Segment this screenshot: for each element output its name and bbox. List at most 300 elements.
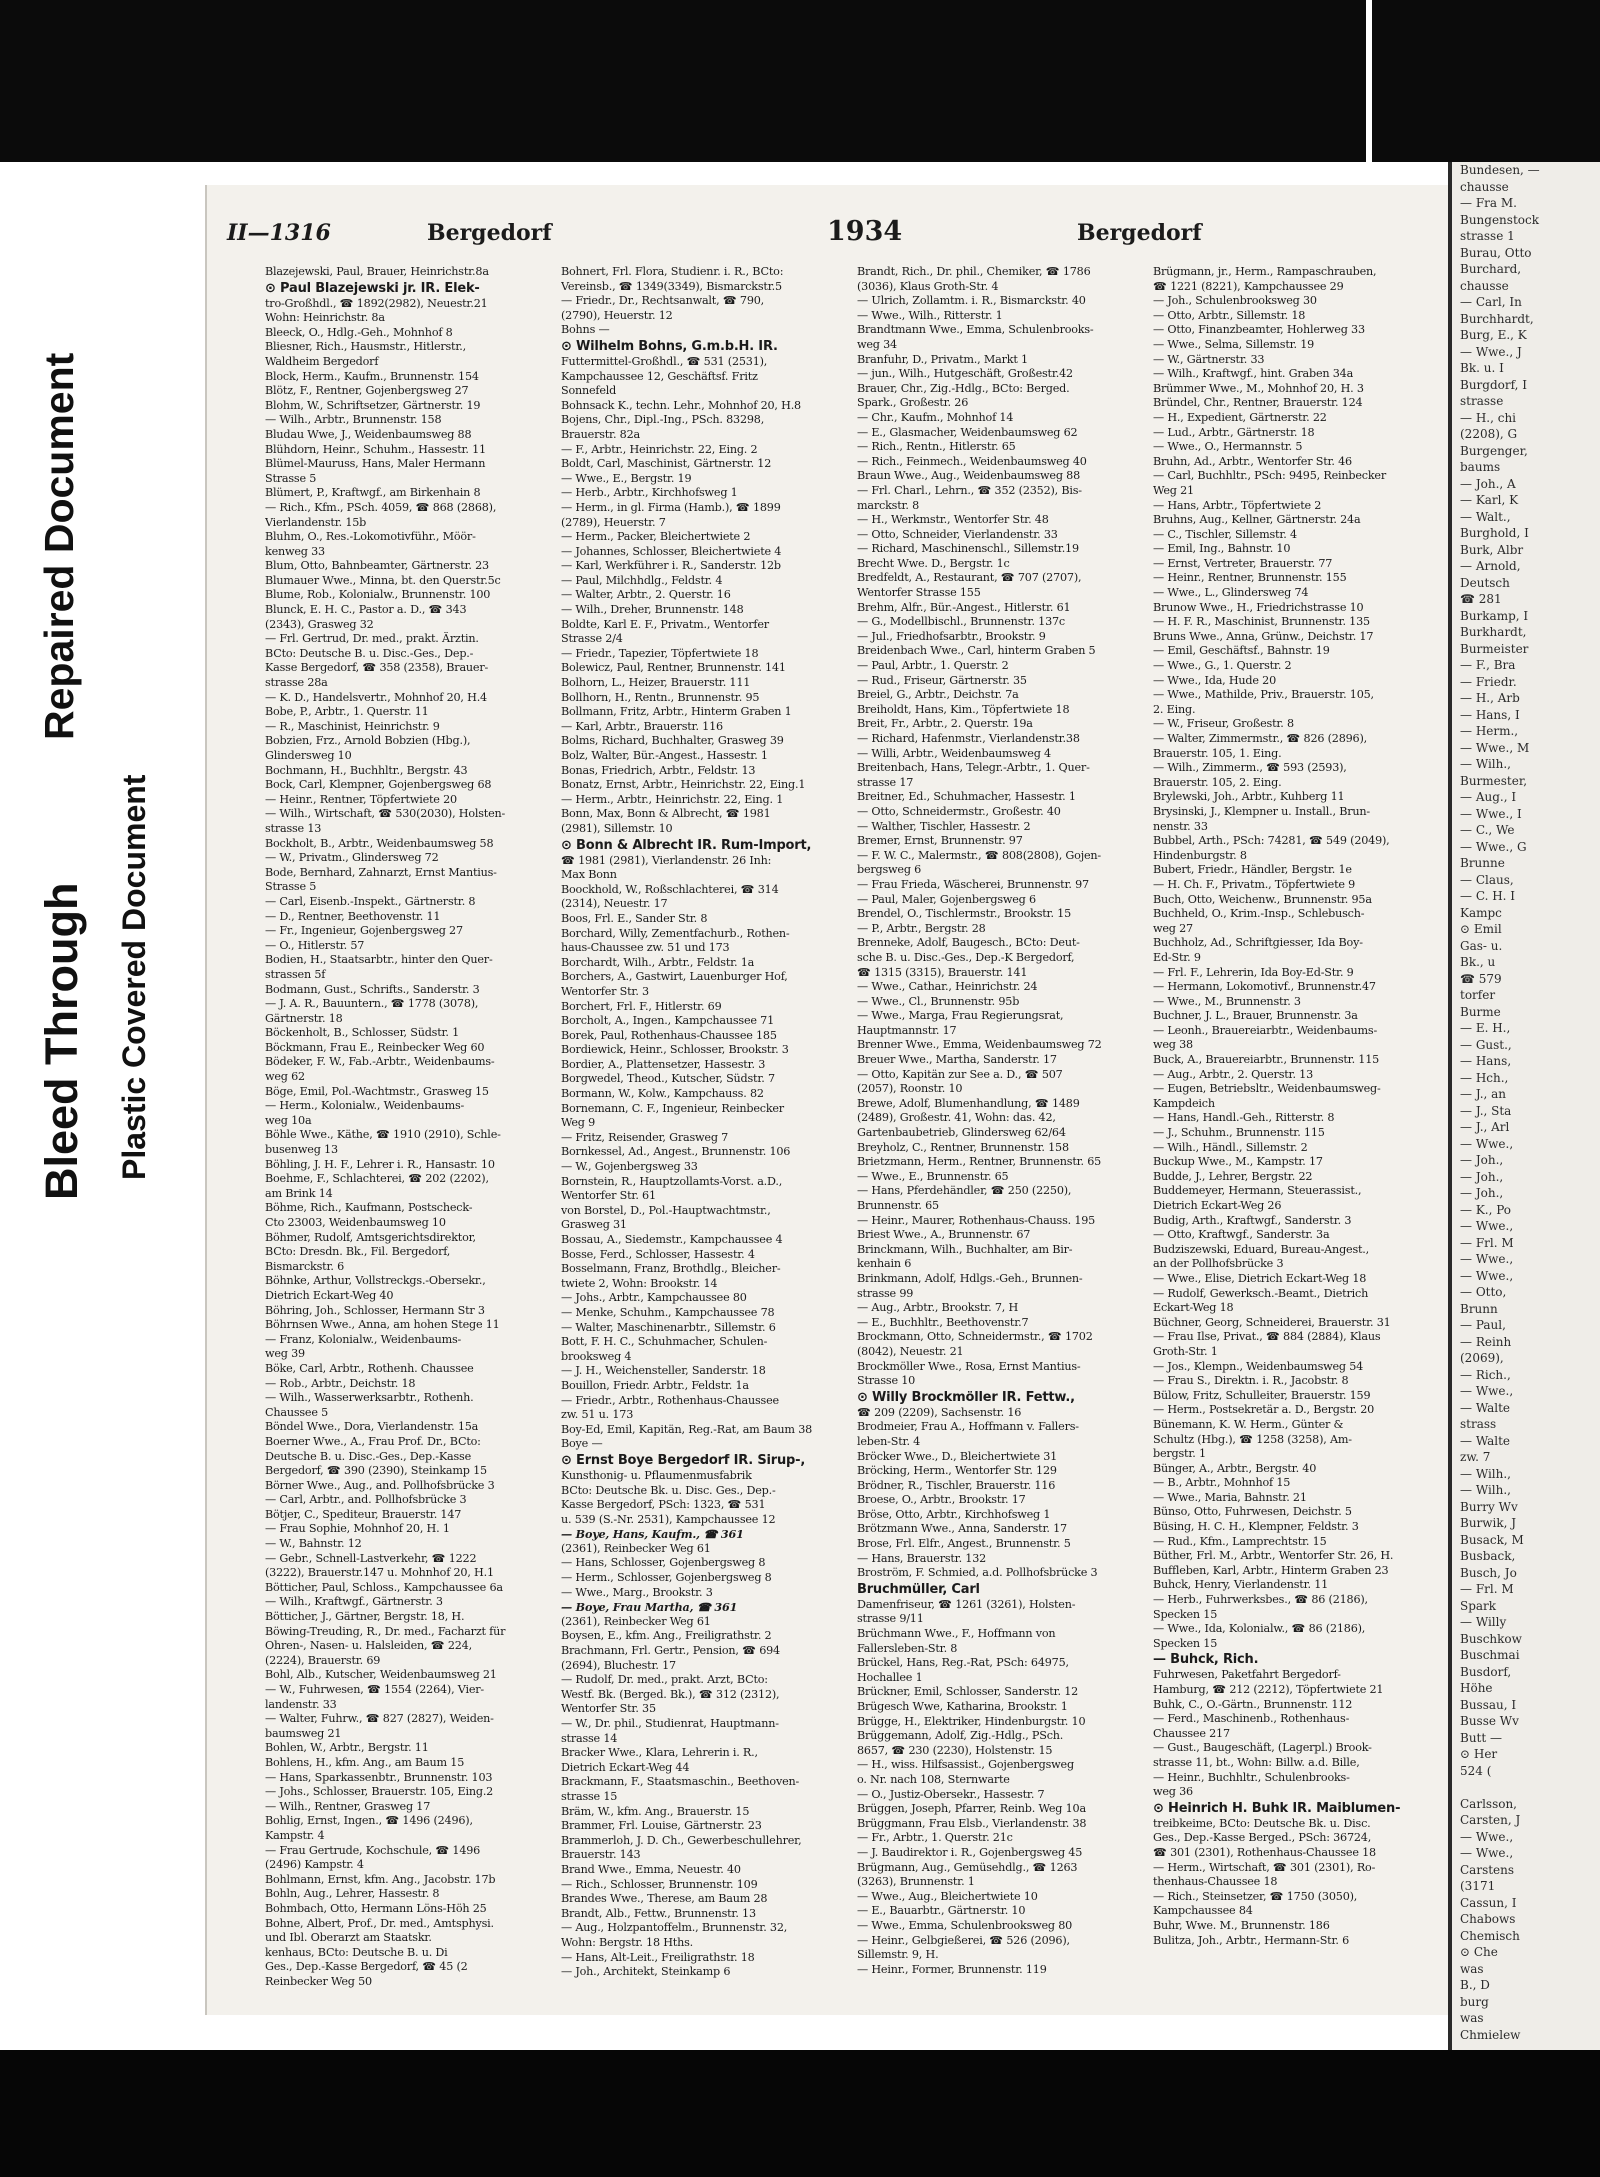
directory-entry-line: strasse 99 <box>857 1286 914 1300</box>
directory-entry-line: — Paul, Arbtr., 1. Querstr. 2 <box>857 659 1009 673</box>
directory-entry-line: Bodmann, Gust., Schrifts., Sanderstr. 3 <box>265 982 480 996</box>
directory-entry-line: Bröcker Wwe., D., Bleichertwiete 31 <box>857 1449 1058 1463</box>
top-black-border-left <box>0 0 1366 162</box>
next-page-entry-fragment: B., D <box>1460 1978 1490 1992</box>
next-page-entry-fragment: — Wwe., <box>1460 1384 1514 1398</box>
directory-entry-line: — Carl, Eisenb.-Inspekt., Gärtnerstr. 8 <box>265 894 476 908</box>
directory-entry-line: Borchardt, Wilh., Arbtr., Feldstr. 1a <box>561 955 755 969</box>
next-page-entry-fragment: zw. 7 <box>1460 1450 1491 1464</box>
next-page-entry-fragment: — Wwe., I <box>1460 806 1522 821</box>
next-page-entry-fragment: — Wwe., <box>1460 1136 1514 1151</box>
directory-entry-line: — W., Fuhrwesen, ☎ 1554 (2264), Vier- <box>265 1683 484 1696</box>
directory-entry-line: Wohn: Bergstr. 18 Hths. <box>561 1935 693 1949</box>
directory-entry-line: Bruchmüller, Carl <box>857 1581 980 1597</box>
directory-entry-line: — R., Maschinist, Heinrichstr. 9 <box>265 719 440 733</box>
directory-entry-line: — Walther, Tischler, Hassestr. 2 <box>857 819 1031 833</box>
directory-entry-line: — Wwe., Ida, Hude 20 <box>1153 673 1277 687</box>
directory-entry-line: Boos, Frl. E., Sander Str. 8 <box>561 911 708 925</box>
directory-entry-line: Glindersweg 10 <box>265 749 352 762</box>
directory-entry-line: Bruhn, Ad., Arbtr., Wentorfer Str. 46 <box>1153 454 1352 468</box>
directory-entry-line: Bonn, Max, Bonn & Albrecht, ☎ 1981 <box>561 807 771 821</box>
directory-entry-line: Bobe, P., Arbtr., 1. Querstr. 11 <box>265 705 429 719</box>
directory-entry-line: am Brink 14 <box>265 1186 333 1200</box>
directory-entry-line: Böhle Wwe., Käthe, ☎ 1910 (2910), Schle- <box>265 1128 501 1142</box>
directory-entry-line: Branfuhr, D., Privatm., Markt 1 <box>857 352 1028 366</box>
directory-entry-line: — Wilh., Wasserwerksarbtr., Rothenh. <box>265 1391 474 1405</box>
directory-entry-line: — Hermann, Lokomotivf., Brunnenstr.47 <box>1153 980 1376 994</box>
directory-entry-line: — Rich., Kfm., PSch. 4059, ☎ 868 (2868), <box>265 500 497 514</box>
directory-entry-line: — Wwe., O., Hermannstr. 5 <box>1153 440 1303 454</box>
directory-entry-line: Bordiewick, Heinr., Schlosser, Brookstr. 3 <box>561 1043 789 1057</box>
directory-entry-line: Kunsthonig- u. Pflaumenmusfabrik <box>561 1468 752 1482</box>
directory-entry-line: Buffleben, Karl, Arbtr., Hinterm Graben 23 <box>1153 1563 1389 1577</box>
directory-entry-line: — Fr., Ingenieur, Gojenbergsweg 27 <box>265 924 463 938</box>
directory-entry-line: (2314), Neuestr. 17 <box>561 897 668 911</box>
next-page-entry-fragment: Spark <box>1460 1598 1497 1613</box>
directory-entry-line: Breiholdt, Hans, Kim., Töpfertwiete 18 <box>857 702 1070 716</box>
directory-entry-line: Blazejewski, Paul, Brauer, Heinrichstr.8a <box>265 265 489 278</box>
directory-entry-line: Wentorfer Str. 61 <box>561 1189 656 1203</box>
directory-entry-line: Grasweg 31 <box>561 1218 627 1232</box>
directory-entry-line: BCto: Deutsche Bk. u. Disc. Ges., Dep.- <box>561 1483 776 1497</box>
next-page-entry-fragment: — J., an <box>1460 1087 1507 1101</box>
directory-entry-line: — Heinr., Gelbgießerei, ☎ 526 (2096), <box>857 1933 1070 1947</box>
directory-entry-line: — Wwe., E., Bergstr. 19 <box>561 471 692 485</box>
directory-entry-line: Bluhm, O., Res.-Lokomotivführ., Möör- <box>265 530 476 544</box>
directory-entry-line: strasse 14 <box>561 1731 618 1745</box>
next-page-entry-fragment: — Joh., A <box>1460 476 1516 491</box>
directory-entry-line: Brecht Wwe. D., Bergstr. 1c <box>857 556 1010 570</box>
directory-entry-line: Brandt, Rich., Dr. phil., Chemiker, ☎ 1786 <box>857 265 1091 278</box>
directory-entry-line: — Rich., Schlosser, Brunnenstr. 109 <box>561 1877 758 1891</box>
plastic-covered-document-label: Plastic Covered Document <box>116 774 152 1180</box>
directory-entry-line: Strasse 5 <box>265 471 317 485</box>
directory-entry-line: Bojens, Chr., Dipl.-Ing., PSch. 83298, <box>561 413 765 427</box>
next-page-entry-fragment: — Wwe., J <box>1460 344 1522 359</box>
next-page-entry-fragment: ⊙ Che <box>1460 1945 1498 1959</box>
next-page-entry-fragment: — Wwe., <box>1460 1829 1514 1844</box>
directory-entry-line: Brewe, Adolf, Blumenhandlung, ☎ 1489 <box>857 1096 1080 1110</box>
directory-entry-line: Boldt, Carl, Maschinist, Gärtnerstr. 12 <box>561 457 772 471</box>
next-page-entry-fragment: Busse Wv <box>1460 1714 1519 1728</box>
directory-entry-line: Eckart-Weg 18 <box>1153 1301 1234 1315</box>
top-black-border-right <box>1372 0 1600 162</box>
directory-entry-line: Bosse, Ferd., Schlosser, Hassestr. 4 <box>561 1247 755 1261</box>
next-page-entry-fragment: — Wwe., <box>1460 1252 1514 1266</box>
directory-entry-line: — Heinr., Maurer, Rothenhaus-Chauss. 195 <box>857 1213 1096 1227</box>
directory-entry-line: — Wilh., Zimmerm., ☎ 593 (2593), <box>1153 761 1347 775</box>
directory-entry-line: Budde, J., Lehrer, Bergstr. 22 <box>1153 1169 1313 1183</box>
next-page-entry-fragment: — Joh., <box>1460 1153 1504 1167</box>
directory-entry-line: brooksweg 4 <box>561 1349 632 1363</box>
directory-entry-line: Braun Wwe., Aug., Weidenbaumsweg 88 <box>857 469 1080 483</box>
directory-entry-line: kenhaus, BCto: Deutsche B. u. Di <box>265 1945 448 1959</box>
directory-entry-line: Bohlmann, Ernst, kfm. Ang., Jacobstr. 17b <box>265 1872 496 1886</box>
next-page-entry-fragment: (2069), <box>1460 1351 1504 1365</box>
directory-entry-line: — O., Hitlerstr. 57 <box>265 938 365 952</box>
directory-entry-line: Kampstr. 4 <box>265 1828 325 1842</box>
directory-entry-line: Gärtnerstr. 18 <box>265 1011 343 1025</box>
directory-entry-line: — Frau Sophie, Mohnhof 20, H. 1 <box>265 1522 450 1536</box>
directory-entry-line: — Hans, Handl.-Geh., Ritterstr. 8 <box>1153 1111 1335 1125</box>
directory-entry-line: strasse 11, bt., Wohn: Billw. a.d. Bille, <box>1153 1755 1360 1769</box>
directory-entry-line: — Wilh., Arbtr., Brunnenstr. 158 <box>265 413 442 427</box>
directory-entry-line: — Wwe., Selma, Sillemstr. 19 <box>1153 337 1315 351</box>
directory-entry-line: Blühdorn, Heinr., Schuhm., Hassestr. 11 <box>265 442 486 456</box>
directory-entry-line: Buchholz, Ad., Schriftgiesser, Ida Boy- <box>1153 936 1363 950</box>
directory-entry-line: Briest Wwe., A., Brunnenstr. 67 <box>857 1228 1031 1242</box>
directory-entry-line: bergsweg 6 <box>857 863 922 877</box>
directory-entry-line: Bolz, Walter, Bür.-Angest., Hassestr. 1 <box>561 749 768 762</box>
directory-entry-line: weg 34 <box>857 337 897 351</box>
directory-entry-line: — Chr., Kaufm., Mohnhof 14 <box>857 410 1014 424</box>
next-page-entry-fragment: Gas- u. <box>1460 938 1503 953</box>
directory-entry-line: Bornkessel, Ad., Angest., Brunnenstr. 106 <box>561 1145 791 1159</box>
directory-entry-line: Bollmann, Fritz, Arbtr., Hinterm Graben 1 <box>561 705 792 719</box>
directory-entry-line: Brandtmann Wwe., Emma, Schulenbrooks- <box>857 323 1094 337</box>
next-page-entry-fragment: was <box>1460 2011 1484 2025</box>
directory-entry-line: Boldte, Karl E. F., Privatm., Wentorfer <box>561 617 769 631</box>
directory-entry-line: — Herm., Arbtr., Heinrichstr. 22, Eing. 1 <box>561 792 784 806</box>
directory-entry-line: (2789), Heuerstr. 7 <box>561 515 666 529</box>
directory-entry-line: Damenfriseur, ☎ 1261 (3261), Holsten- <box>857 1597 1076 1611</box>
next-page-entry-fragment: — Wwe., <box>1460 1268 1514 1283</box>
next-page-entry-fragment: Höhe <box>1460 1681 1493 1695</box>
directory-entry-line: Brügmann, jr., Herm., Rampaschrauben, <box>1153 265 1377 278</box>
directory-entry-line: — Emil, Geschäftsf., Bahnstr. 19 <box>1153 644 1330 658</box>
directory-entry-line: ⊙ Paul Blazejewski jr. IR. Elek- <box>265 280 480 296</box>
next-page-entry-fragment: strass <box>1460 1417 1497 1431</box>
directory-entry-line: (3222), Brauerstr.147 u. Mohnhof 20, H.1 <box>265 1566 494 1580</box>
directory-entry-line: ⊙ Wilhelm Bohns, G.m.b.H. IR. <box>561 338 778 354</box>
directory-entry-line: Bohln, Aug., Lehrer, Hassestr. 8 <box>265 1887 440 1901</box>
directory-entry-line: Bohns — <box>561 323 610 337</box>
directory-entry-line: Brunow Wwe., H., Friedrichstrasse 10 <box>1153 600 1364 614</box>
directory-entry-line: Block, Herm., Kaufm., Brunnenstr. 154 <box>265 369 479 383</box>
next-page-entry-fragment: Burmeister <box>1460 641 1529 656</box>
directory-entry-line: sche B. u. Disc.-Ges., Dep.-K Bergedorf, <box>857 950 1075 964</box>
next-page-entry-fragment: strasse 1 <box>1460 229 1515 243</box>
directory-entry-line: — Rud., Friseur, Gärtnerstr. 35 <box>857 673 1027 687</box>
directory-entry-line: — Emil, Ing., Bahnstr. 10 <box>1153 542 1291 556</box>
directory-entry-line: Chaussee 217 <box>1153 1726 1230 1740</box>
directory-entry-line: — P., Arbtr., Bergstr. 28 <box>857 921 986 935</box>
directory-entry-line: Bosselmann, Franz, Brothdlg., Bleicher- <box>561 1262 781 1276</box>
directory-entry-line: — Otto, Finanzbeamter, Hohlerweg 33 <box>1153 323 1365 337</box>
directory-entry-line: — J. Baudirektor i. R., Gojenbergsweg 45 <box>857 1845 1083 1859</box>
directory-entry-line: — K. D., Handelsvertr., Mohnhof 20, H.4 <box>265 690 487 704</box>
directory-entry-line: — Richard, Maschinenschl., Sillemstr.19 <box>857 542 1079 556</box>
directory-entry-line: Böwing-Treuding, R., Dr. med., Facharzt für <box>265 1624 506 1638</box>
next-page-entry-fragment: Burry Wv <box>1460 1499 1518 1514</box>
directory-entry-line: Brüggemann, Adolf, Zig.-Hdlg., PSch. <box>857 1729 1064 1743</box>
directory-entry-line: Boy-Ed, Emil, Kapitän, Reg.-Rat, am Baum 38 <box>561 1422 813 1436</box>
directory-entry-line: weg 36 <box>1153 1785 1193 1799</box>
directory-entry-line: Strasse 10 <box>857 1374 916 1388</box>
directory-entry-line: Blümert, P., Kraftwgf., am Birkenhain 8 <box>265 486 481 500</box>
directory-entry-line: — H., Werkmstr., Wentorfer Str. 48 <box>857 513 1049 527</box>
directory-entry-line: — Frau Gertrude, Kochschule, ☎ 1496 <box>265 1843 481 1857</box>
next-page-entry-fragment: Burghold, I <box>1460 526 1529 540</box>
directory-entry-line: Bünemann, K. W. Herm., Günter & <box>1153 1417 1344 1431</box>
directory-entry-line: Bötticher, Paul, Schloss., Kampchaussee 6a <box>265 1580 503 1594</box>
directory-entry-line: Bock, Carl, Klempner, Gojenbergsweg 68 <box>265 778 492 792</box>
directory-entry-line: Hamburg, ☎ 212 (2212), Töpfertwiete 21 <box>1153 1683 1384 1696</box>
directory-entry-line: Wentorfer Str. 3 <box>561 984 649 998</box>
directory-entry-line: — Rudolf, Dr. med., prakt. Arzt, BCto: <box>561 1673 768 1687</box>
directory-entry-line: — Walter, Zimmermstr., ☎ 826 (2896), <box>1153 732 1367 745</box>
next-page-entry-fragment: Burgdorf, I <box>1460 377 1527 392</box>
directory-entry-line: — H. Ch. F., Privatm., Töpfertwiete 9 <box>1153 877 1356 891</box>
directory-entry-line: Brysinski, J., Klempner u. Install., Brun- <box>1153 804 1370 818</box>
directory-entry-line: Brügge, H., Elektriker, Hindenburgstr. 10 <box>857 1714 1086 1728</box>
directory-entry-line: (2790), Heuerstr. 12 <box>561 308 673 322</box>
directory-entry-line: Ges., Dep.-Kasse Berged., PSch: 36724, <box>1153 1831 1372 1845</box>
directory-entry-line: — W., Privatm., Glindersweg 72 <box>265 851 439 865</box>
directory-entry-line: — Hans, Arbtr., Töpfertwiete 2 <box>1153 498 1322 512</box>
repaired-document-label: Repaired Document <box>36 352 82 740</box>
directory-page <box>205 185 1452 2015</box>
directory-entry-line: Brückel, Hans, Reg.-Rat, PSch: 64975, <box>857 1656 1069 1670</box>
side-label-group <box>22 270 162 1270</box>
directory-entry-line: strasse 9/11 <box>857 1612 924 1626</box>
next-page-entry-fragment: — Wwe., <box>1460 1219 1514 1233</box>
directory-entry-line: — F., Arbtr., Heinrichstr. 22, Eing. 2 <box>561 442 758 456</box>
directory-entry-line: strassen 5f <box>265 967 326 981</box>
directory-entry-line: — Wilh., Dreher, Brunnenstr. 148 <box>561 603 744 617</box>
directory-entry-line: — Johannes, Schlosser, Bleichertwiete 4 <box>561 544 782 558</box>
directory-entry-line: Bülow, Fritz, Schulleiter, Brauerstr. 159 <box>1153 1388 1371 1402</box>
directory-entry-line: Bötjer, C., Spediteur, Brauerstr. 147 <box>265 1507 462 1521</box>
next-page-entry-fragment: burg <box>1460 1994 1489 2009</box>
directory-entry-line: strasse 13 <box>265 821 322 835</box>
directory-entry-line: Cto 23003, Weidenbaumsweg 10 <box>265 1216 446 1229</box>
directory-entry-line: — Jos., Klempn., Weidenbaumsweg 54 <box>1153 1359 1364 1373</box>
directory-entry-line: Weg 21 <box>1153 483 1194 497</box>
directory-entry-line: weg 39 <box>265 1347 305 1361</box>
next-page-entry-fragment: Kampc <box>1460 905 1502 920</box>
directory-entry-line: — Ulrich, Zollamtm. i. R., Bismarckstr. 40 <box>857 294 1086 308</box>
next-page-entry-fragment: — Walte <box>1460 1433 1511 1448</box>
directory-entry-line: — Hans, Schlosser, Gojenbergsweg 8 <box>561 1556 766 1570</box>
next-page-entry-fragment: — Claus, <box>1460 872 1514 887</box>
next-page-entry-fragment: ⊙ Emil <box>1460 922 1502 936</box>
next-page-entry-fragment: — Wilh., <box>1460 1466 1511 1481</box>
directory-entry-line: Bohlens, H., kfm. Ang., am Baum 15 <box>265 1755 465 1769</box>
directory-entry-line: Blohm, W., Schriftsetzer, Gärtnerstr. 19 <box>265 398 481 412</box>
directory-entry-line: — Franz, Kolonialw., Weidenbaums- <box>265 1332 462 1346</box>
directory-entry-line: Chaussee 5 <box>265 1405 329 1419</box>
next-page-entry-fragment: strasse <box>1460 394 1504 408</box>
directory-entry-line: Bismarckstr. 6 <box>265 1259 344 1273</box>
directory-entry-line: Bodien, H., Staatsarbtr., hinter den Quer- <box>265 953 493 967</box>
directory-entry-line: — Herb., Arbtr., Kirchhofsweg 1 <box>561 486 738 500</box>
directory-entry-line: — Wilh., Rentner, Grasweg 17 <box>265 1799 431 1813</box>
directory-entry-line: Brenner Wwe., Emma, Weidenbaumsweg 72 <box>857 1038 1102 1052</box>
directory-entry-line: Hochallee 1 <box>857 1670 923 1684</box>
directory-entry-line: Borek, Paul, Rothenhaus-Chaussee 185 <box>561 1028 777 1042</box>
directory-entry-line: — Karl, Werkführer i. R., Sanderstr. 12b <box>561 559 781 573</box>
next-page-entry-fragment: Bk., u <box>1460 955 1496 969</box>
directory-entry-line: Bliesner, Rich., Hausmstr., Hitlerstr., <box>265 340 466 354</box>
directory-entry-line: Blum, Otto, Bahnbeamter, Gärtnerstr. 23 <box>265 559 489 573</box>
directory-entry-line: Brötzmann Wwe., Anna, Sanderstr. 17 <box>857 1522 1067 1536</box>
directory-entry-line: — Rud., Kfm., Lamprechtstr. 15 <box>1153 1534 1327 1548</box>
directory-entry-line: — C., Tischler, Sillemstr. 4 <box>1153 527 1297 541</box>
directory-entry-line: ☎ 301 (2301), Rothenhaus-Chaussee 18 <box>1153 1845 1376 1859</box>
directory-entry-line: Boerner Wwe., A., Frau Prof. Dr., BCto: <box>265 1434 481 1448</box>
next-page-entry-fragment: Brunn <box>1460 1301 1498 1316</box>
directory-entry-line: bergstr. 1 <box>1153 1447 1206 1461</box>
directory-entry-line: Brammerloh, J. D. Ch., Gewerbeschullehrer, <box>561 1833 802 1847</box>
directory-entry-line: strasse 15 <box>561 1789 618 1803</box>
next-page-entry-fragment: — Hch., <box>1460 1070 1509 1085</box>
directory-entry-line: tro-Großhdl., ☎ 1892(2982), Neuestr.21 <box>265 296 488 310</box>
next-page-entry-fragment: Buschmai <box>1460 1648 1520 1662</box>
directory-column-4 <box>1153 265 1429 2005</box>
directory-entry-line: Schultz (Hbg.), ☎ 1258 (3258), Am- <box>1153 1432 1352 1446</box>
page-header <box>227 216 1452 256</box>
directory-entry-line: Waldheim Bergedorf <box>265 354 379 368</box>
directory-entry-line: landenstr. 33 <box>265 1697 337 1711</box>
directory-entry-line: — Joh., Architekt, Steinkamp 6 <box>561 1965 731 1979</box>
directory-entry-line: — Wwe., Cl., Brunnenstr. 95b <box>857 994 1020 1008</box>
directory-entry-line: Max Bonn <box>561 868 617 882</box>
directory-entry-line: — W., Gärtnerstr. 33 <box>1153 352 1265 366</box>
directory-entry-line: Buch, Otto, Weichenw., Brunnenstr. 95a <box>1153 892 1372 906</box>
directory-entry-line: nenstr. 33 <box>1153 819 1208 833</box>
directory-entry-line: — Lud., Arbtr., Gärtnerstr. 18 <box>1153 425 1315 439</box>
directory-entry-line: Böckmann, Frau E., Reinbecker Weg 60 <box>265 1040 485 1054</box>
directory-entry-line: — Wilh., Kraftwgf., Gärtnerstr. 3 <box>265 1595 443 1609</box>
next-page-entry-fragment: Burgenger, <box>1460 443 1528 458</box>
directory-entry-line: — E., Bauarbtr., Gärtnerstr. 10 <box>857 1904 1026 1918</box>
header-right-title: Bergedorf <box>1077 220 1202 246</box>
directory-entry-line: — F. W. C., Malermstr., ☎ 808(2808), Gojen- <box>857 848 1101 862</box>
directory-entry-line: — Karl, Arbtr., Brauerstr. 116 <box>561 719 723 733</box>
next-page-edge <box>1448 162 1600 2050</box>
directory-entry-line: (3036), Klaus Groth-Str. 4 <box>857 279 999 293</box>
directory-entry-line: Breitner, Ed., Schuhmacher, Hassestr. 1 <box>857 790 1076 804</box>
directory-entry-line: — J. A. R., Bauuntern., ☎ 1778 (3078), <box>265 997 479 1011</box>
directory-entry-line: — J. H., Weichensteller, Sanderstr. 18 <box>561 1364 766 1378</box>
directory-entry-line: Blume, Rob., Kolonialw., Brunnenstr. 100 <box>265 588 491 602</box>
directory-entry-line: — Wwe., Cathar., Heinrichstr. 24 <box>857 980 1038 994</box>
directory-entry-line: Boye — <box>561 1437 603 1451</box>
page-number: II—1316 <box>227 220 331 246</box>
directory-entry-line: weg 27 <box>1153 921 1193 935</box>
directory-entry-line: — Wilh., Kraftwgf., hint. Graben 34a <box>1153 367 1354 381</box>
directory-entry-line: Brauer, Chr., Zig.-Hdlg., BCto: Berged. <box>857 381 1070 395</box>
directory-entry-line: weg 10a <box>265 1113 312 1127</box>
directory-entry-line: Blunck, E. H. C., Pastor a. D., ☎ 343 <box>265 603 467 617</box>
directory-entry-line: — Gebr., Schnell-Lastverkehr, ☎ 1222 <box>265 1551 477 1565</box>
directory-entry-line: Brodmeier, Frau A., Hoffmann v. Fallers- <box>857 1420 1079 1434</box>
directory-entry-line: Borgwedel, Theod., Kutscher, Südstr. 7 <box>561 1072 775 1086</box>
directory-entry-line: Dietrich Eckart-Weg 40 <box>265 1288 394 1302</box>
directory-entry-line: Brose, Frl. Elfr., Angest., Brunnenstr. 5 <box>857 1537 1071 1551</box>
directory-entry-line: Blumauer Wwe., Minna, bt. den Querstr.5c <box>265 573 501 587</box>
directory-entry-line: — Rich., Feinmech., Weidenbaumsweg 40 <box>857 454 1087 468</box>
directory-entry-line: Futtermittel-Großhdl., ☎ 531 (2531), <box>561 354 768 368</box>
directory-entry-line: — Walter, Arbtr., 2. Querstr. 16 <box>561 588 731 602</box>
directory-entry-line: Deutsche B. u. Disc.-Ges., Dep.-Kasse <box>265 1449 472 1463</box>
directory-entry-line: ☎ 1221 (8221), Kampchaussee 29 <box>1153 279 1344 293</box>
bottom-black-border <box>0 2050 1600 2177</box>
directory-entry-line: — Heinr., Rentner, Töpfertwiete 20 <box>265 792 457 806</box>
directory-entry-line: Bolms, Richard, Buchhalter, Grasweg 39 <box>561 734 784 748</box>
header-year: 1934 <box>827 216 903 247</box>
directory-entry-line: — Johs., Schlosser, Brauerstr. 105, Eing.2 <box>265 1785 494 1799</box>
directory-entry-line: strasse 28a <box>265 676 328 690</box>
next-page-entry-fragment: — Friedr. <box>1460 674 1517 689</box>
directory-entry-line: Bubbel, Arth., PSch: 74281, ☎ 549 (2049), <box>1153 834 1390 848</box>
directory-entry-line: — Aug., Arbtr., 2. Querstr. 13 <box>1153 1067 1314 1081</box>
directory-entry-line: Brenneke, Adolf, Baugesch., BCto: Deut- <box>857 936 1080 950</box>
next-page-entry-fragment: — H., chi <box>1460 410 1517 425</box>
directory-entry-line: (8042), Neuestr. 21 <box>857 1344 964 1358</box>
directory-entry-line: — Wwe., G., 1. Querstr. 2 <box>1153 659 1292 673</box>
directory-entry-line: — Hans, Sparkassenbtr., Brunnenstr. 103 <box>265 1770 493 1784</box>
directory-entry-line: — B., Arbtr., Mohnhof 15 <box>1153 1476 1291 1490</box>
next-page-entry-fragment: Busback, <box>1460 1549 1516 1563</box>
directory-entry-line: — Johs., Arbtr., Kampchaussee 80 <box>561 1291 747 1305</box>
directory-entry-line: von Borstel, D., Pol.-Hauptwachtmstr., <box>561 1203 771 1217</box>
directory-entry-line: — Frau Frieda, Wäscherei, Brunnenstr. 97 <box>857 877 1089 891</box>
next-page-entry-fragment: — Hans, I <box>1460 707 1520 722</box>
directory-entry-line: — Otto, Schneider, Vierlandenstr. 33 <box>857 527 1058 541</box>
directory-entry-line: — E., Buchhltr., Beethovenstr.7 <box>857 1315 1029 1329</box>
directory-entry-line: Brietzmann, Herm., Rentner, Brunnenstr. 65 <box>857 1155 1102 1169</box>
directory-entry-line: Böckenholt, B., Schlosser, Südstr. 1 <box>265 1026 460 1040</box>
directory-entry-line: Bredfeldt, A., Restaurant, ☎ 707 (2707), <box>857 571 1082 585</box>
directory-entry-line: Bossau, A., Siedemstr., Kampchaussee 4 <box>561 1233 783 1246</box>
directory-entry-line: — H., Expedient, Gärtnerstr. 22 <box>1153 410 1327 424</box>
directory-entry-line: Budziszewski, Eduard, Bureau-Angest., <box>1153 1242 1369 1256</box>
next-page-entry-fragment: Cassun, I <box>1460 1895 1517 1910</box>
directory-entry-line: — Carl, Buchhltr., PSch: 9495, Reinbecker <box>1153 469 1386 483</box>
directory-entry-line: Böhme, Rich., Kaufmann, Postscheck- <box>265 1201 473 1215</box>
directory-entry-line: twiete 2, Wohn: Brookstr. 14 <box>561 1276 718 1290</box>
directory-entry-line: Kasse Bergedorf, PSch: 1323, ☎ 531 <box>561 1498 766 1512</box>
directory-entry-line: — Wwe., Elise, Dietrich Eckart-Weg 18 <box>1153 1271 1367 1285</box>
directory-entry-line: — Leonh., Brauereiarbtr., Weidenbaums- <box>1153 1023 1378 1037</box>
next-page-entry-fragment: (3171 <box>1460 1879 1496 1893</box>
next-page-entry-fragment: — Carl, In <box>1460 295 1522 309</box>
directory-entry-line: Bremer, Ernst, Brunnenstr. 97 <box>857 834 1023 848</box>
directory-entry-line: (2981), Sillemstr. 10 <box>561 821 673 835</box>
next-page-entry-fragment: — Hans, <box>1460 1054 1512 1068</box>
next-page-entry-fragment: — Aug., I <box>1460 790 1517 804</box>
directory-entry-line: Strasse 2/4 <box>561 632 623 646</box>
next-page-entry-fragment: torfer <box>1460 988 1496 1002</box>
directory-entry-line: Spark., Großestr. 26 <box>857 396 969 410</box>
next-page-entry-fragment: — H., Arb <box>1460 691 1520 705</box>
directory-entry-line: Breyholz, C., Rentner, Brunnenstr. 158 <box>857 1140 1069 1154</box>
directory-entry-line: — Fr., Arbtr., 1. Querstr. 21c <box>857 1831 1013 1845</box>
next-page-entry-fragment: — Wilh., <box>1460 1483 1511 1497</box>
directory-entry-line: weg 38 <box>1153 1038 1193 1052</box>
directory-entry-line: Kasse Bergedorf, ☎ 358 (2358), Brauer- <box>265 661 489 675</box>
next-page-entry-fragment: — Walte <box>1460 1400 1511 1415</box>
directory-entry-line: — Heinr., Rentner, Brunnenstr. 155 <box>1153 571 1347 585</box>
next-page-entry-fragment: was <box>1460 1961 1484 1976</box>
directory-entry-line: Brendel, O., Tischlermstr., Brookstr. 15 <box>857 907 1072 921</box>
directory-entry-line: (2489), Großestr. 41, Wohn: das. 42, <box>857 1111 1056 1125</box>
directory-entry-line: 8657, ☎ 230 (2230), Holstenstr. 15 <box>857 1743 1053 1757</box>
directory-entry-line: Bollhorn, H., Rentn., Brunnenstr. 95 <box>561 690 760 704</box>
directory-entry-line: Brügmann, Aug., Gemüsehdlg., ☎ 1263 <box>857 1860 1078 1874</box>
